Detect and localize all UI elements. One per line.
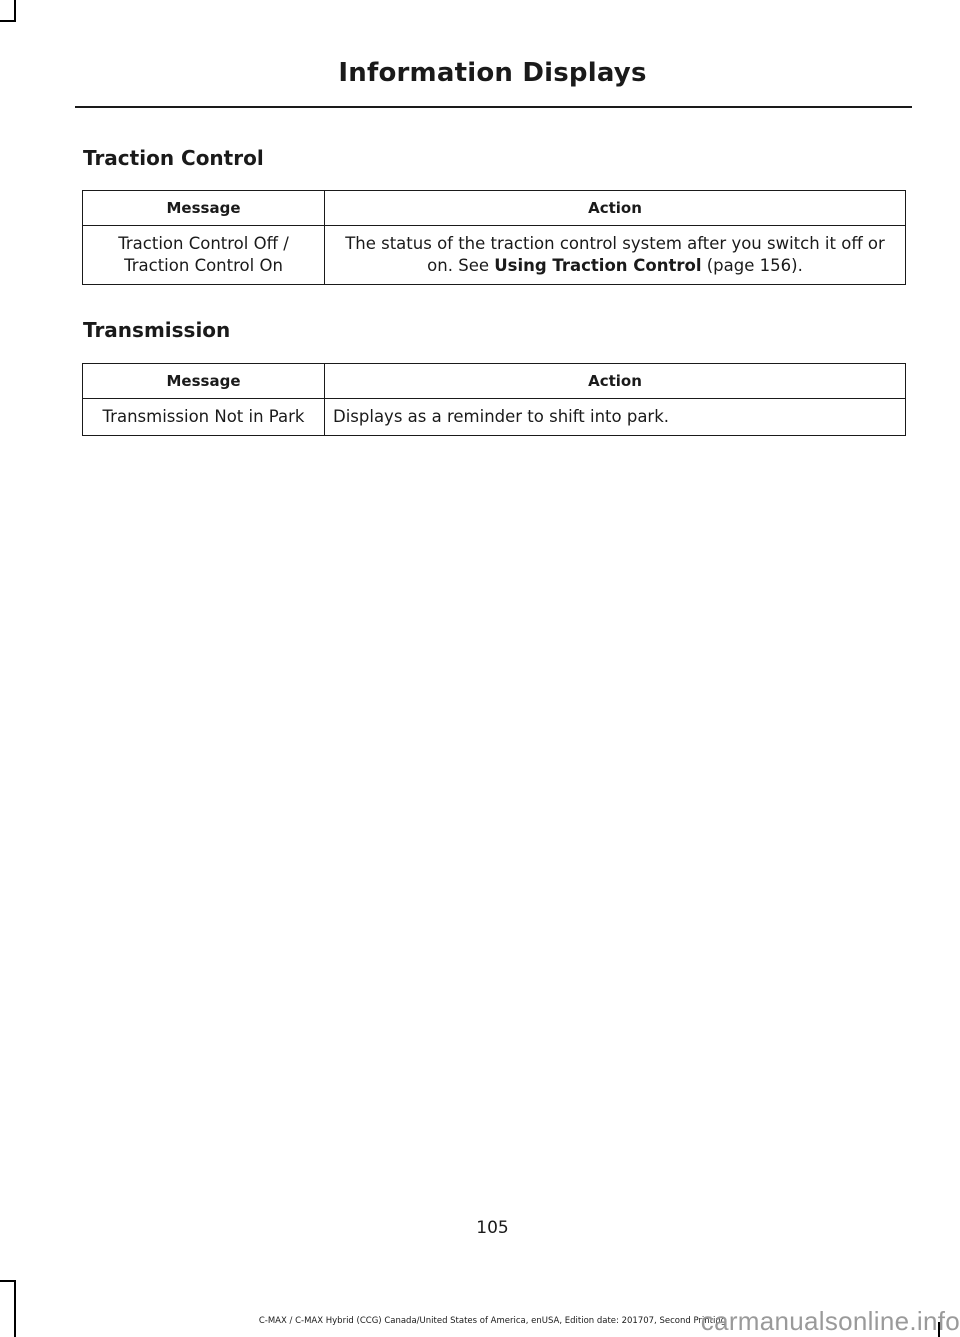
column-header-action: Action	[325, 364, 906, 399]
page-title: Information Displays	[338, 58, 647, 88]
column-header-message: Message	[83, 191, 325, 226]
crop-mark	[0, 1280, 16, 1282]
page-reference: (page 156).	[701, 256, 803, 275]
action-cell: Displays as a reminder to shift into park.	[325, 399, 906, 436]
message-cell: Traction Control Off / Traction Control On	[83, 226, 325, 285]
section-heading-traction-control: Traction Control	[83, 146, 264, 170]
section-heading-transmission: Transmission	[83, 318, 231, 342]
crop-mark	[0, 20, 16, 22]
table-header-row	[83, 364, 906, 399]
table-header-row	[83, 191, 906, 226]
page-number: 105	[476, 1218, 509, 1238]
action-cell	[325, 226, 906, 285]
watermark: carmanualsonline.info	[700, 1306, 960, 1336]
crop-mark	[14, 1280, 16, 1337]
action-text: The status of the traction control system after you switch it off or on. See	[345, 234, 885, 275]
footer-edition-text: C-MAX / C-MAX Hybrid (CCG) Canada/United States of America, enUSA, Edition date: 201707, Second Printing	[258, 1316, 727, 1326]
crop-mark	[14, 0, 16, 22]
column-header-action: Action	[325, 191, 906, 226]
cross-reference-link[interactable]: Using Traction Control	[494, 256, 702, 275]
header-divider	[75, 106, 912, 108]
table-row	[83, 226, 906, 285]
transmission-table	[82, 363, 906, 436]
traction-control-table	[82, 190, 906, 285]
table-row	[83, 399, 906, 436]
message-cell: Transmission Not in Park	[83, 399, 325, 436]
column-header-message: Message	[83, 364, 325, 399]
